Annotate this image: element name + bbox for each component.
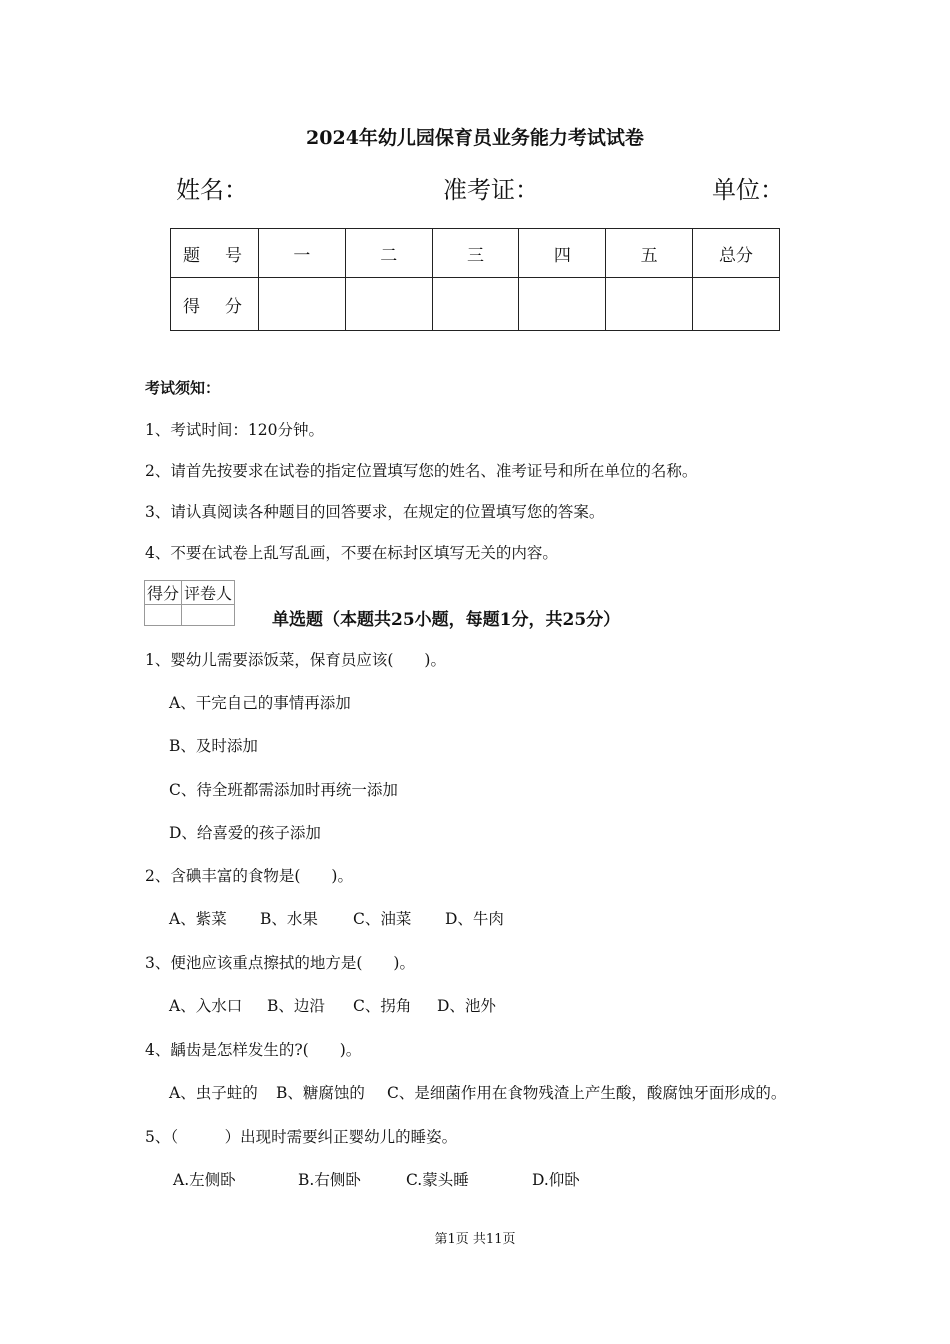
question-3-option-d: D、池外 <box>437 997 496 1015</box>
unit-field-label: 单位： <box>712 176 784 204</box>
question-1-stem: 1、婴幼儿需要添饭菜，保育员应该( )。 <box>145 651 446 669</box>
score-table-header-row <box>171 229 780 278</box>
score-table-col-1: 一 <box>258 229 345 278</box>
grader-reviewer-cell[interactable] <box>182 605 235 626</box>
question-2-stem: 2、含碘丰富的食物是( )。 <box>145 867 353 885</box>
question-4-option-b: B、糖腐蚀的 <box>276 1084 365 1102</box>
question-5-option-c: C.蒙头睡 <box>406 1171 469 1189</box>
grader-score-cell[interactable] <box>145 605 182 626</box>
page-title: 2024年幼儿园保育员业务能力考试试卷 <box>306 127 644 149</box>
score-cell-3[interactable] <box>432 278 519 331</box>
notice-item-3: 3、请认真阅读各种题目的回答要求，在规定的位置填写您的答案。 <box>145 503 605 521</box>
page-footer: 第1页 共11页 <box>434 1232 516 1247</box>
score-table-header-label: 题 号 <box>171 229 259 278</box>
notice-heading: 考试须知： <box>145 379 221 397</box>
score-table-score-row <box>171 278 780 331</box>
grader-score-label: 得分 <box>145 581 182 605</box>
question-4-stem: 4、龋齿是怎样发生的?( )。 <box>145 1041 362 1059</box>
question-1-option-a: A、干完自己的事情再添加 <box>169 694 351 712</box>
score-table <box>170 228 780 331</box>
question-2-option-d: D、牛肉 <box>445 910 504 928</box>
question-3-option-c: C、拐角 <box>353 997 412 1015</box>
question-5-stem: 5、（ ）出现时需要纠正婴幼儿的睡姿。 <box>145 1128 458 1146</box>
notice-item-4: 4、不要在试卷上乱写乱画，不要在标封区填写无关的内容。 <box>145 544 558 562</box>
score-table-col-4: 四 <box>519 229 606 278</box>
question-2-option-b: B、水果 <box>260 910 318 928</box>
question-3-option-b: B、边沿 <box>267 997 325 1015</box>
score-table-col-5: 五 <box>606 229 693 278</box>
score-cell-4[interactable] <box>519 278 606 331</box>
section-title: 单选题（本题共25小题，每题1分，共25分） <box>272 610 621 630</box>
score-table-col-3: 三 <box>432 229 519 278</box>
question-4-option-a: A、虫子蛀的 <box>169 1084 258 1102</box>
score-cell-1[interactable] <box>258 278 345 331</box>
question-1-option-b: B、及时添加 <box>169 737 258 755</box>
question-3-stem: 3、便池应该重点擦拭的地方是( )。 <box>145 954 415 972</box>
notice-item-1: 1、考试时间：120分钟。 <box>145 421 324 439</box>
question-3-option-a: A、入水口 <box>169 997 243 1015</box>
question-5-option-a: A.左侧卧 <box>173 1171 236 1189</box>
score-table-col-2: 二 <box>345 229 432 278</box>
question-5-option-b: B.右侧卧 <box>298 1171 361 1189</box>
grader-box <box>144 580 235 626</box>
score-cell-5[interactable] <box>606 278 693 331</box>
question-2-option-c: C、油菜 <box>353 910 412 928</box>
question-1-option-d: D、给喜爱的孩子添加 <box>169 824 321 842</box>
question-4-option-c: C、是细菌作用在食物残渣上产生酸，酸腐蚀牙面形成的。 <box>387 1084 787 1102</box>
score-cell-total[interactable] <box>693 278 780 331</box>
score-cell-2[interactable] <box>345 278 432 331</box>
exam-number-field-label: 准考证： <box>443 176 539 204</box>
score-table-score-label: 得 分 <box>171 278 259 331</box>
score-table-col-total: 总分 <box>693 229 780 278</box>
question-1-option-c: C、待全班都需添加时再统一添加 <box>169 781 398 799</box>
name-field-label: 姓名： <box>176 176 248 204</box>
question-2-option-a: A、紫菜 <box>169 910 227 928</box>
notice-item-2: 2、请首先按要求在试卷的指定位置填写您的姓名、准考证号和所在单位的名称。 <box>145 462 698 480</box>
question-5-option-d: D.仰卧 <box>532 1171 580 1189</box>
grader-reviewer-label: 评卷人 <box>182 581 235 605</box>
